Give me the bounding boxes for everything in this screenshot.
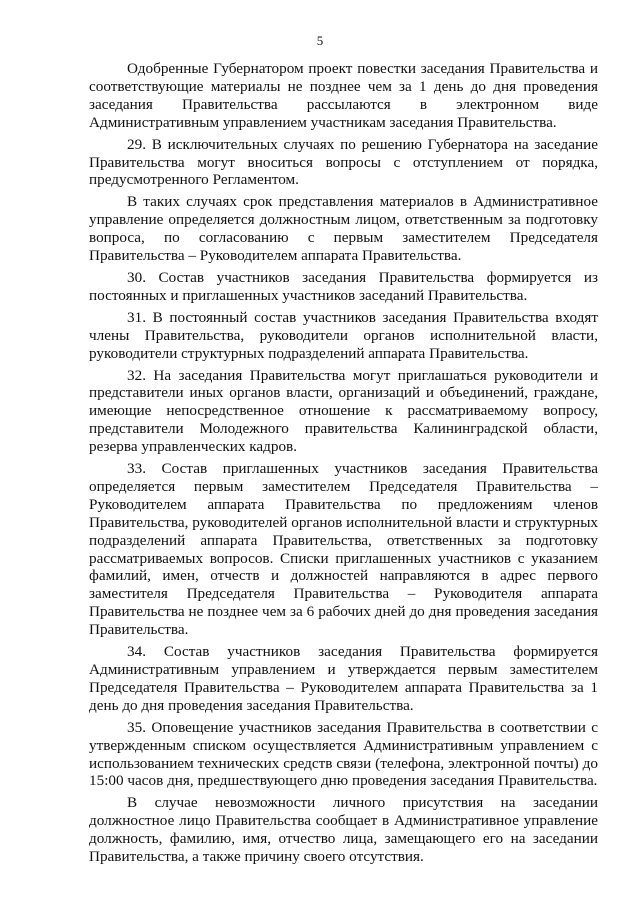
document-body: [89, 60, 598, 870]
paragraph-35: 35. Оповещение участников заседания Правительства в соответствии с утвержденным списком осуществляется Административным управлением с использованием технических средств связи (телефона, электронной почты) до 15:00 часов дня, предшествующего дню проведения заседания Правительства.: [89, 718, 598, 790]
page-number: 5: [316, 33, 324, 48]
paragraph-30: 30. Состав участников заседания Правительства формируется из постоянных и приглашенных участников заседаний Правительства.: [89, 268, 598, 304]
paragraph-29-deadline: В таких случаях срок представления материалов в Административное управление определяется должностным лицом, ответственным за подготовку вопроса, по согласованию с первым заместителем Председателя Правительства – Руководителем аппарата Правительства.: [89, 193, 598, 265]
paragraph-29: 29. В исключительных случаях по решению Губернатора на заседание Правительства могут вноситься вопросы с отступлением от порядка, предусмотренного Регламентом.: [89, 135, 598, 189]
paragraph-approved-agenda: Одобренные Губернатором проект повестки заседания Правительства и соответствующие материалы не позднее чем за 1 день до дня проведения заседания Правительства рассылаются в электронном виде Административным управлением участникам заседания Правительства.: [89, 60, 598, 131]
paragraph-33: 33. Состав приглашенных участников заседания Правительства определяется первым заместителем Председателя Правительства – Руководителем аппарата Правительства по предложениям членов Правительства, руководителей органов исполнительной власти и структурных подразделений аппарата Правительства, ответственных за подготовку рассматриваемых вопросов. Списки приглашенных участников с указанием фамилий, имен, отчеств и должностей направляются в адрес первого заместителя Председателя Правительства – Руководителя аппарата Правительства не позднее чем за 6 рабочих дней до дня проведения заседания Правительства.: [89, 460, 598, 639]
paragraph-31: 31. В постоянный состав участников заседания Правительства входят члены Правительства, руководители органов исполнительной власти, руководители структурных подразделений аппарата Правительства.: [89, 308, 598, 362]
paragraph-32: 32. На заседания Правительства могут приглашаться руководители и представители иных органов власти, организаций и объединений, граждане, имеющие непосредственное отношение к рассматриваемому вопросу, представители Молодежного правительства Калининградской области, резерва управленческих кадров.: [89, 366, 598, 456]
paragraph-35-absence: В случае невозможности личного присутствия на заседании должностное лицо Правительства сообщает в Административное управление должность, фамилию, имя, отчество лица, замещающего его на заседании Правительства, а также причину своего отсутствия.: [89, 794, 598, 866]
paragraph-34: 34. Состав участников заседания Правительства формируется Административным управлением и утверждается первым заместителем Председателя Правительства – Руководителем аппарата Правительства за 1 день до дня проведения заседания Правительства.: [89, 643, 598, 714]
